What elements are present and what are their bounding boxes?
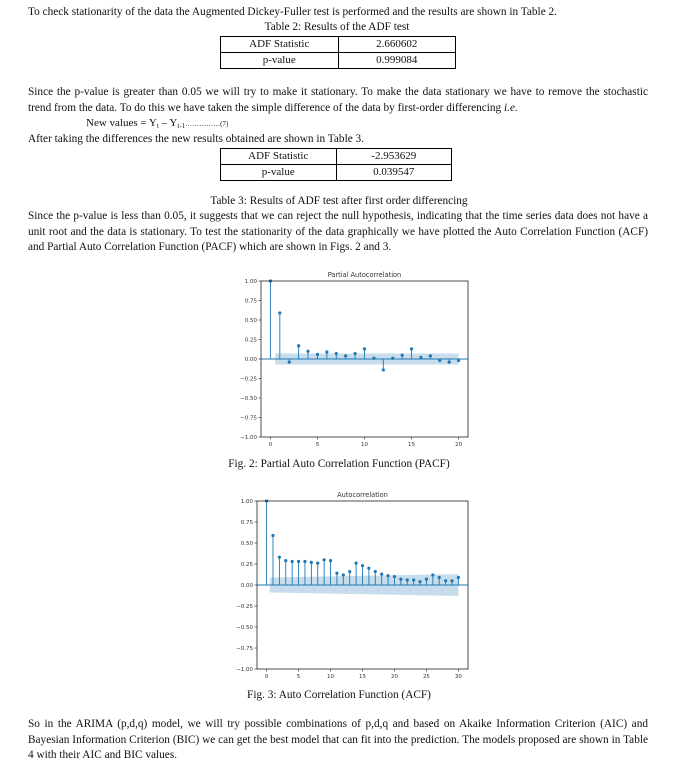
- data-point: [410, 347, 413, 350]
- table-row: [221, 149, 452, 165]
- x-tick-label: 20: [390, 674, 398, 680]
- data-point: [310, 561, 313, 564]
- y-tick-label: 0.75: [240, 520, 253, 526]
- data-point: [303, 560, 306, 563]
- y-tick-label: 0.00: [244, 357, 257, 363]
- table-row: [221, 165, 452, 181]
- x-tick-label: 15: [408, 442, 416, 448]
- differencing-paragraph: [28, 85, 648, 116]
- data-point: [342, 573, 345, 576]
- chart-title: Autocorrelation: [337, 491, 388, 499]
- y-tick-label: −0.25: [236, 604, 253, 610]
- x-tick-label: 30: [454, 674, 462, 680]
- y-tick-label: −1.00: [236, 667, 253, 673]
- data-point: [457, 576, 460, 579]
- table2-caption: Table 2: Results of the ADF test: [264, 21, 410, 33]
- data-point: [450, 579, 453, 582]
- data-point: [306, 350, 309, 353]
- pacf-chart: [232, 268, 472, 450]
- data-point: [335, 572, 338, 575]
- data-point: [278, 311, 281, 314]
- stationarity-paragraph: Since the p-value is less than 0.05, it suggests that we can reject the null hypothesis, indicating that the time series data does not have a unit root and the data is stationary. To test the stationarity of the data graphically we have plotted the Auto Correlation Function (ACF) and Partial Auto Correlation Function (PACF) which are shown in Figs. 2 and 3.: [28, 210, 648, 253]
- data-point: [348, 570, 351, 573]
- data-point: [444, 579, 447, 582]
- data-point: [429, 354, 432, 357]
- x-tick-label: 5: [296, 674, 301, 680]
- data-point: [393, 575, 396, 578]
- y-tick-label: −0.75: [236, 646, 253, 652]
- data-point: [329, 559, 332, 562]
- chart-title: Partial Autocorrelation: [327, 271, 402, 279]
- data-point: [374, 570, 377, 573]
- data-point: [335, 352, 338, 355]
- data-point: [372, 357, 375, 360]
- data-point: [271, 534, 274, 537]
- data-point: [316, 562, 319, 565]
- data-point: [382, 368, 385, 371]
- y-tick-label: −0.50: [240, 396, 257, 402]
- x-tick-label: 5: [315, 442, 320, 448]
- data-point: [367, 567, 370, 570]
- table-cell: 2.660602: [338, 37, 456, 53]
- x-tick-label: 20: [455, 442, 463, 448]
- table-cell: 0.039547: [336, 165, 452, 181]
- y-tick-label: 0.50: [240, 541, 253, 547]
- equation-7: [86, 117, 228, 130]
- table3: [220, 148, 452, 181]
- data-point: [438, 576, 441, 579]
- data-point: [448, 361, 451, 364]
- y-tick-label: 1.00: [244, 279, 257, 285]
- after-differencing-paragraph: After taking the differences the new results obtained are shown in Table 3.: [28, 133, 365, 145]
- equation-subscript: t-1: [177, 122, 186, 130]
- data-point: [353, 352, 356, 355]
- fig3-caption: Fig. 3: Auto Correlation Function (ACF): [247, 689, 431, 701]
- data-point: [406, 578, 409, 581]
- y-tick-label: 0.50: [244, 318, 257, 324]
- data-point: [419, 356, 422, 359]
- data-point: [344, 354, 347, 357]
- data-point: [361, 564, 364, 567]
- data-point: [291, 560, 294, 563]
- data-point: [355, 562, 358, 565]
- differencing-text: Since the p-value is greater than 0.05 we will try to make it stationary. To make the data stationary we have to remove the stochastic trend from the data. To do this we have taken the simple difference of the data by first-order differencing: [28, 86, 648, 114]
- data-point: [401, 354, 404, 357]
- data-point: [284, 559, 287, 562]
- data-point: [325, 350, 328, 353]
- y-tick-label: 0.25: [244, 337, 257, 344]
- data-point: [288, 361, 291, 364]
- data-point: [412, 578, 415, 581]
- ie-text: i.e.: [504, 101, 518, 114]
- fig2-caption: Fig. 2: Partial Auto Correlation Function (PACF): [228, 458, 450, 470]
- table-cell: ADF Statistic: [221, 149, 337, 165]
- data-point: [399, 578, 402, 581]
- equation-subscript: t: [156, 122, 159, 130]
- data-point: [391, 357, 394, 360]
- table3-caption: Table 3: Results of ADF test after first order differencing: [210, 195, 468, 207]
- acf-chart: [232, 489, 472, 681]
- x-tick-label: 25: [422, 674, 430, 680]
- y-tick-label: −1.00: [240, 435, 257, 441]
- x-tick-label: 0: [264, 674, 269, 680]
- table-cell: p-value: [221, 53, 339, 69]
- equation-term: – Y: [158, 117, 178, 129]
- data-point: [431, 573, 434, 576]
- arima-paragraph: So in the ARIMA (p,d,q) model, we will try possible combinations of p,d,q and based on Akaike Information Criterion (AIC) and Bayesian Information Criterion (BIC) we can get the best model that can fit into the prediction. The models proposed are shown in Table 4 with their AIC and BIC values.: [28, 718, 648, 761]
- x-tick-label: 10: [361, 442, 368, 448]
- table-row: [221, 53, 456, 69]
- x-tick-label: 15: [359, 674, 366, 680]
- data-point: [297, 344, 300, 347]
- y-tick-label: 1.00: [240, 499, 253, 505]
- y-tick-label: −0.50: [236, 625, 253, 631]
- data-point: [438, 359, 441, 362]
- y-tick-label: 0.75: [244, 298, 257, 305]
- data-point: [297, 560, 300, 563]
- data-point: [323, 558, 326, 561]
- y-tick-label: 0.00: [240, 583, 253, 589]
- data-point: [425, 578, 428, 581]
- intro-paragraph: To check stationarity of the data the Augmented Dickey-Fuller test is performed and the results are shown in Table 2.: [28, 6, 558, 18]
- y-tick-label: −0.25: [240, 376, 257, 383]
- table-cell: ADF Statistic: [221, 37, 339, 53]
- data-point: [418, 580, 421, 583]
- table-cell: p-value: [221, 165, 337, 181]
- y-tick-label: −0.75: [240, 415, 257, 422]
- table2: [220, 36, 456, 69]
- equation-lhs: New values = Y: [86, 117, 157, 129]
- data-point: [316, 353, 319, 356]
- table-cell: 0.999084: [338, 53, 456, 69]
- table-cell: -2.953629: [336, 149, 452, 165]
- x-tick-label: 10: [327, 674, 335, 680]
- data-point: [278, 556, 281, 559]
- data-point: [457, 359, 460, 362]
- y-tick-label: 0.25: [240, 562, 253, 568]
- data-point: [363, 347, 366, 350]
- equation-leader: ……………: [185, 120, 221, 128]
- equation-number: (7): [220, 120, 229, 128]
- data-point: [386, 574, 389, 577]
- table-row: [221, 37, 456, 53]
- x-tick-label: 0: [268, 442, 273, 448]
- data-point: [380, 572, 383, 575]
